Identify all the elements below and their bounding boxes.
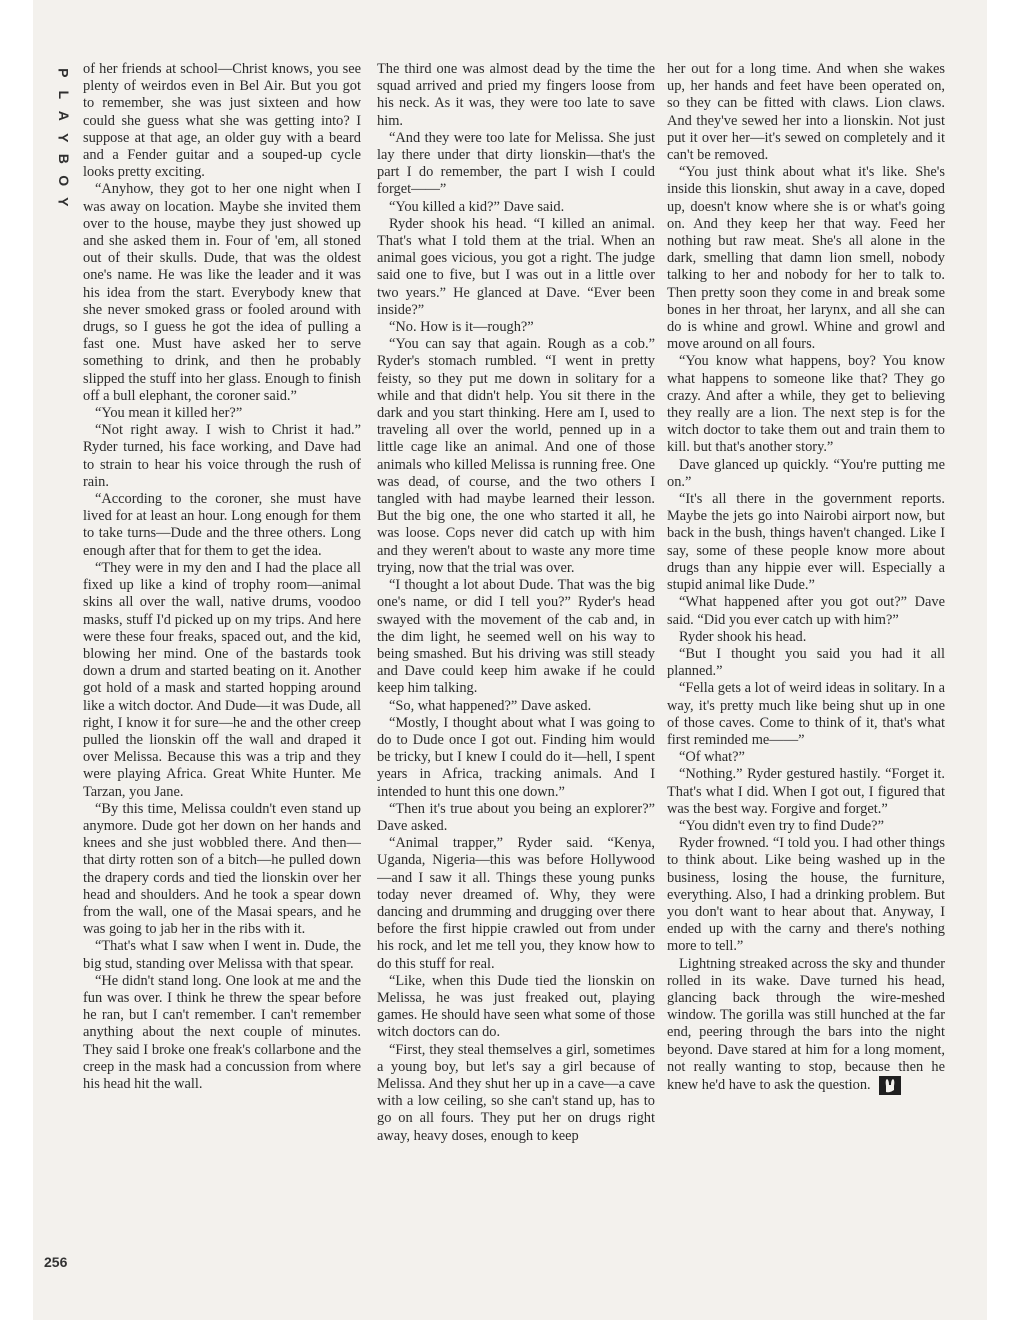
paragraph: “First, they steal themselves a girl, sometimes a young boy, but let's say a girl because of Melissa. And they shut her up in a cave—a cave with a low ceiling, so she can't stand up, has to go on all fours. They put her on drugs right away, heavy doses, enough to keep (377, 1041, 655, 1144)
spine-letter: Y (55, 197, 72, 207)
spine-letter: B (55, 153, 72, 164)
rabbit-head-icon (879, 1076, 901, 1095)
magazine-spine-title (55, 62, 71, 213)
paragraph: “Nothing.” Ryder gestured hastily. “Forget it. That's what I did. When I got out, I figured that was the best way. Forgive and forget.” (667, 766, 945, 817)
paragraph: Dave glanced up quickly. “You're putting me on.” (667, 456, 945, 490)
paragraph: “You didn't even try to find Dude?” (679, 817, 884, 834)
paragraph-final-text: Lightning streaked across the sky and thunder rolled in its wake. Dave turned his head, glancing back through the wire-meshed window. The gorilla was still hunched at the far end, peering through the bars into the night beyond. Dave stared at him for a long moment, not really wanting to stop, because then he knew he'd have to ask the question. (667, 955, 945, 1093)
paragraph: “By this time, Melissa couldn't even stand up anymore. Dude got her down on her hands and knees and she just wobbled there. And then—that dirty rotten son of a bitch—he pulled down the drapery cords and tied the lionskin over her head and shoulders. And he took a spear down from the wall, one of the Masai spears, and he was going to jab her in the ribs with it. (83, 800, 361, 938)
paragraph: “But I thought you said you had it all planned.” (667, 645, 945, 680)
spine-letter: A (55, 110, 72, 121)
paragraph: Ryder shook his head. “I killed an animal. That's what I told them at the trial. When an animal goes vicious, you got a right. The judge said one to five, but I was out in a little over two years.” He glanced at Dave. “Ever been inside?” (377, 215, 655, 318)
paragraph: “Like, when this Dude tied the lionskin on Melissa, he was just freaked out, playing games. He should have seen what some of those witch doctors can do. (377, 972, 655, 1041)
paragraph: “You killed a kid?” Dave said. (389, 198, 565, 215)
paragraph: “That's what I saw when I went in. Dude, the big stud, standing over Melissa with that spear. (83, 938, 361, 972)
paragraph: “Not right away. I wish to Christ it had.” Ryder turned, his face working, and Dave had to strain to hear his voice through the rush of rain. (83, 422, 361, 490)
paragraph: “It's all there in the government reports. Maybe the jets go into Nairobi airport now, but back in the bush, things haven't changed. Like I say, some of these people know more about drugs than any hippie ever will. Especially a stupid animal like Dude.” (667, 491, 945, 594)
spine-letter: L (55, 89, 72, 99)
text-column-3 (667, 61, 945, 1271)
paragraph: “You know what happens, boy? You know what happens to someone like that? They go crazy. And after a while, they get to believing they really are a lion. The next step is for the witch doctor to take them out and train them to kill. but that's another story.” (667, 353, 945, 456)
paragraph: “What happened after you got out?” Dave said. “Did you ever catch up with him?” (667, 594, 945, 628)
paragraph: “He didn't stand long. One look at me and the fun was over. I think he threw the spear before he ran, but I can't remember. I can't remember anything about the next couple of minutes. They said I broke one freak's collarbone and the creep in the mask had a concussion from where his head hit the wall. (83, 972, 361, 1092)
paragraph: “Then it's true about you being an explorer?” Dave asked. (377, 800, 655, 834)
paragraph: “And they were too late for Melissa. She just lay there under that dirty lionskin—that's the part I do remember, the part I wish I could forget——” (377, 129, 655, 198)
magazine-page (33, 0, 987, 1320)
paragraph: Ryder frowned. “I told you. I had other things to think about. Like being washed up in the business, losing the house, the furniture, everything. Also, I had a drinking problem. But you don't want to hear about that. Anyway, I ended up with the carny and there's nothing more to tell.” (667, 835, 945, 955)
page-number: 256 (44, 1254, 68, 1270)
paragraph: “Of what?” (679, 749, 745, 766)
spine-letter: O (55, 174, 72, 186)
text-column-1 (83, 61, 361, 1271)
paragraph: “I thought a lot about Dude. That was the big one's name, or did I tell you?” Ryder's head swayed with the movement of the cab and, in the dim light, he seemed well on his way to being smashed. But his driving was still steady and Dave could keep him awake if he could keep him talking. (377, 577, 655, 697)
paragraph: The third one was almost dead by the time the squad arrived and pried my fingers loose from his neck. As it was, they were too late to save him. (377, 61, 655, 129)
paragraph: “According to the coroner, she must have lived for at least an hour. Long enough for them to take turns—Dude and the three others. Long enough after that for them to get the idea. (83, 491, 361, 559)
paragraph: “Fella gets a lot of weird ideas in solitary. In a way, it's pretty much like being shut up in one of those caves. Come to think of it, that's what first reminded me——” (667, 680, 945, 748)
spine-letter: P (55, 68, 72, 78)
text-column-2 (377, 61, 655, 1271)
paragraph: “You just think about what it's like. She's inside this lionskin, shut away in a cave, doped up, doesn't know where she is or what's going on. And they keep her that way. Feed her nothing but raw meat. She's all alone in the dark, smelling that damn lion smell, nobody talking to her and nobody for her to talk to. Then pretty soon they come in and break some bones in her throat, her larynx, and all she can do is whine and growl. Whine and growl and move around on all fours. (667, 164, 945, 353)
paragraph-final (667, 956, 945, 1095)
paragraph: “They were in my den and I had the place all fixed up like a kind of trophy room—animal skins all over the wall, native drums, voodoo masks, stuff I'd picked up on my trips. And here were these four freaks, spaced out, and the kid, blowing her mind. One of the bastards took down a drum and started beating on it. Another got hold of a mask and started hopping around like a witch doctor. And Dude—it was Dude, all right, I know it for sure—he and the other creep pulled the lionskin off the wall and draped it over Melissa. Because this was a trip and they were playing Africa. Great White Hunter. Me Tarzan, you Jane. (83, 559, 361, 800)
spine-letter: Y (55, 132, 72, 142)
paragraph: of her friends at school—Christ knows, you see plenty of weirdos even in Bel Air. But you got to remember, she was just sixteen and how could she guess what she was getting into? I suppose at that age, an older guy with a beard and a Fender guitar and a souped-up cycle looks pretty exciting. (83, 61, 361, 181)
paragraph: her out for a long time. And when she wakes up, her hands and feet have been operated on, so they can be fitted with claws. Lion claws. And they've sewed her into a lionskin. Not just put it over her—it's sewed on completely and it can't be removed. (667, 61, 945, 164)
paragraph: “Anyhow, they got to her one night when I was away on location. Maybe she invited them over to the house, maybe they just showed up and she asked them in. Four of 'em, all stoned out of their skulls. Dude, that was the oldest one's name. He was like the leader and it was his idea from the start. Everybody knew that she never smoked grass or fooled around with drugs, so I guess he got the idea of pulling a fast one. Must have asked her to serve something to drink, and then he probably slipped the stuff into her glass. Enough to finish off a bull elephant, the coroner said.” (83, 181, 361, 404)
paragraph: “No. How is it—rough?” (389, 319, 534, 336)
paragraph: “Animal trapper,” Ryder said. “Kenya, Uganda, Nigeria—this was before Hollywood—and I saw it all. Things these young punks today never dreamed of. Why, they were dancing and drumming and drugging over there before the first hippie crawled out from under his rock, and let me tell you, they know how to do this stuff for real. (377, 835, 655, 972)
paragraph: “You mean it killed her?” (95, 405, 243, 422)
paragraph: “Mostly, I thought about what I was going to do to Dude once I got out. Finding him would be tricky, but I knew I could do it—hell, I spent years in Africa, tracking animals. And I intended to hunt this one down.” (377, 714, 655, 800)
paragraph: “You can say that again. Rough as a cob.” Ryder's stomach rumbled. “I went in pretty feisty, so they put me down in solitary for a while and that didn't help. You sit there in the dark and you start thinking. Here am I, used to traveling all over the world, penned up in a little cage like an animal. And one of those animals who killed Melissa is running free. One was dead, of course, and the two others I tangled with had maybe learned their lesson. But the big one, the one who started it all, he was loose. Cops never did catch up with him and they weren't about to waste any more time trying, now that the trial was over. (377, 336, 655, 576)
paragraph: “So, what happened?” Dave asked. (389, 697, 592, 714)
paragraph: Ryder shook his head. (679, 628, 807, 645)
